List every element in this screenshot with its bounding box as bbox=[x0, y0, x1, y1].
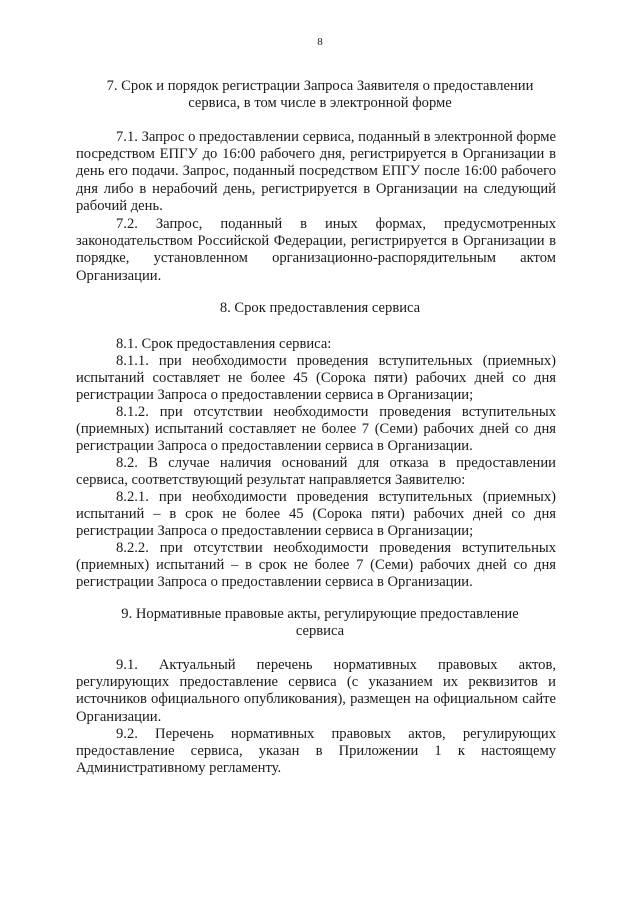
paragraph-8-1-1: 8.1.1. при необходимости проведения вступительных (приемных) испытаний составляет не более 45 (Сорока пяти) рабочих дней со дня регистрации Запроса о предоставлении сервиса в Организации; bbox=[76, 353, 556, 404]
section-7-heading: 7. Срок и порядок регистрации Запроса Заявителя о предоставлении сервиса, в том числе в электронной форме bbox=[106, 78, 534, 112]
paragraph-8-2-2: 8.2.2. при отсутствии необходимости проведения вступительных (приемных) испытаний – в срок не более 7 (Семи) рабочих дней со дня регистрации Запроса о предоставлении сервиса в Организации. bbox=[76, 540, 556, 591]
section-9-heading: 9. Нормативные правовые акты, регулирующие предоставление сервиса bbox=[121, 606, 519, 640]
paragraph-8-2-1: 8.2.1. при необходимости проведения вступительных (приемных) испытаний – в срок не более 45 (Сорока пяти) рабочих дней со дня регистрации Запроса о предоставлении сервиса в Организации; bbox=[76, 489, 556, 540]
paragraph-9-1: 9.1. Актуальный перечень нормативных правовых актов, регулирующих предоставление сервиса (с указанием их реквизитов и источников официального опубликования), размещен на официальном сайте Организации. bbox=[76, 657, 556, 725]
paragraph-8-2: 8.2. В случае наличия оснований для отказа в предоставлении сервиса, соответствующий результат направляется Заявителю: bbox=[76, 455, 556, 489]
paragraph-7-1: 7.1. Запрос о предоставлении сервиса, поданный в электронной форме посредством ЕПГУ до 16:00 рабочего дня, регистрируется в Организации в день его подачи. Запрос, поданный посредством ЕПГУ после 16:00 рабочего дня либо в нерабочий день, регистрируется в Организации на следующий рабочий день. bbox=[76, 129, 556, 214]
section-8-heading: 8. Срок предоставления сервиса bbox=[219, 300, 421, 316]
paragraph-7-2: 7.2. Запрос, поданный в иных формах, предусмотренных законодательством Российской Федерации, регистрируется в Организации в порядке, установленном организационно-распорядительным актом Организации. bbox=[76, 216, 556, 284]
paragraph-8-1: 8.1. Срок предоставления сервиса: bbox=[116, 336, 332, 352]
page-number: 8 bbox=[317, 36, 323, 48]
paragraph-8-1-2: 8.1.2. при отсутствии необходимости проведения вступительных (приемных) испытаний составляет не более 7 (Семи) рабочих дней со дня регистрации Запроса о предоставлении сервиса в Организации. bbox=[76, 404, 556, 455]
paragraph-9-2: 9.2. Перечень нормативных правовых актов, регулирующих предоставление сервиса, указан в Приложении 1 к настоящему Административному регламенту. bbox=[76, 726, 556, 777]
